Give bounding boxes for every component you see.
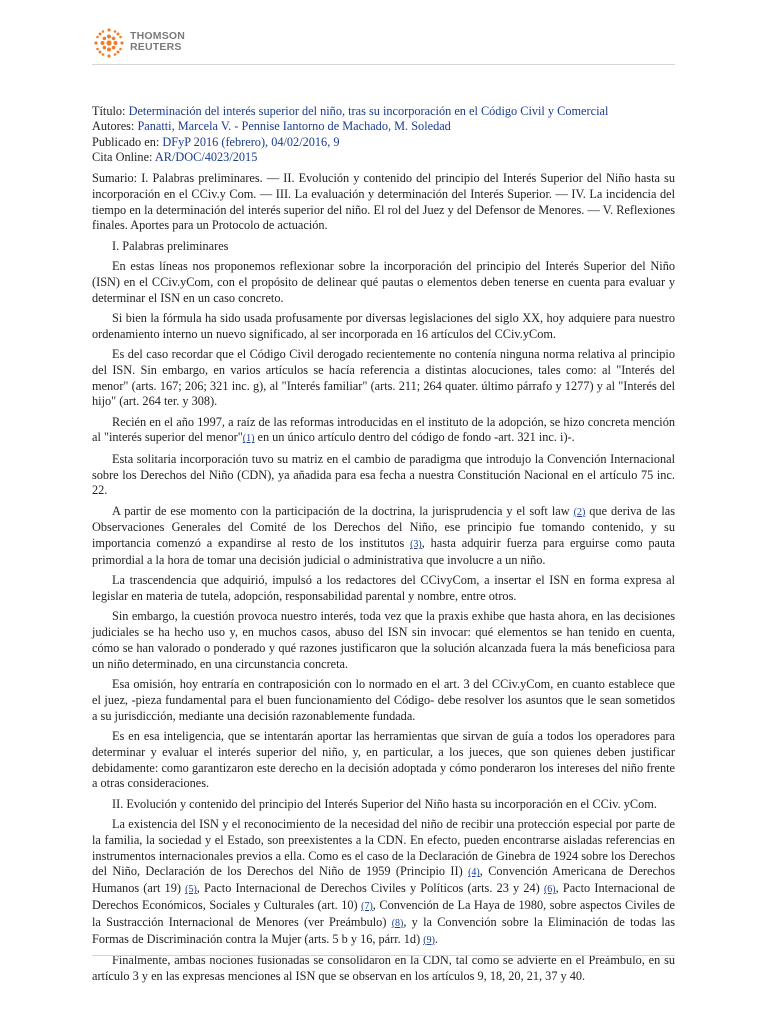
footnote-link-9[interactable]: (9) bbox=[423, 934, 435, 946]
title-link[interactable]: Determinación del interés superior del niño, tras su incorporación en el Código Civil y Comercial bbox=[128, 104, 609, 118]
published-row bbox=[92, 135, 682, 150]
footnote-link-7[interactable]: (7) bbox=[361, 900, 373, 912]
document-metadata bbox=[92, 104, 682, 166]
footnote-link-8[interactable]: (8) bbox=[391, 917, 404, 929]
brand-line-1: THOMSON bbox=[130, 30, 186, 42]
article-body bbox=[92, 171, 675, 989]
paragraph-text: , Convención Americana de Derechos Humanos (art 19) bbox=[92, 864, 676, 896]
published-link[interactable]: DFyP 2016 (febrero), 04/02/2016, 9 bbox=[162, 134, 340, 149]
footnote-link-3[interactable]: (3) bbox=[410, 539, 422, 551]
authors-link[interactable]: Panatti, Marcela V. - Pennise Iantorno de Machado, M. Soledad bbox=[137, 119, 451, 134]
paragraph: Sin embargo, la cuestión provoca nuestro interés, toda vez que la praxis exhibe que hasta ahora, en las decisiones judiciales se ha hecho uso y, en muchos casos, abuso del ISN sin invocar: qué elementos se han tenido en cuenta, cómo se han valorado o ponderado y qué razones justificaron que la solución alcanzada fuera la más beneficiosa para un niño determinado, en una circunstancia concreta. bbox=[92, 609, 675, 671]
paragraph-text: Recién en el año 1997, a raíz de las reformas introducidas en el instituto de la adopción, se hizo concreta mención al "interés superior del menor" bbox=[92, 414, 675, 445]
paragraph: La trascendencia que adquirió, impulsó a los redactores del CCivyCom, a insertar el ISN en forma expresa al legislar en materia de tutela, adopción, responsabilidad parental y nombre, entre otros. bbox=[92, 573, 675, 604]
title-row bbox=[92, 104, 682, 119]
paragraph: Es del caso recordar que el Código Civil derogado recientemente no contenía ninguna norma relativa al principio del ISN. Sin embargo, en varios artículos se hacía referencia a distintas alocuciones, tales como: al "Interés del menor" (arts. 167; 206; 321 inc. g), al "Interés familiar" (arts. 211; 264 quater. último párrafo y 1277) y al "Interés del hijo" (art. 264 ter. y 308). bbox=[92, 346, 675, 409]
section-heading-1: I. Palabras preliminares bbox=[112, 238, 229, 253]
paragraph-text: en un único artículo dentro del código de fondo -art. 321 inc. i)-. bbox=[254, 430, 575, 445]
footer-divider bbox=[92, 955, 675, 956]
paragraph: Si bien la fórmula ha sido usada profusamente por diversas legislaciones del siglo XX, hoy adquiere para nuestro ordenamiento interno un nuevo significado, al ser incorporada en 16 artículos del CCiv.yCom. bbox=[92, 310, 675, 341]
section-heading-2: II. Evolución y contenido del principio del Interés Superior del Niño hasta su incorporación en el CCiv. yCom. bbox=[112, 796, 657, 811]
citation-link[interactable]: AR/DOC/4023/2015 bbox=[154, 150, 258, 165]
paragraph: En estas líneas nos proponemos reflexionar sobre la incorporación del principio del Interés Superior del Niño (ISN) en el CCiv.yCom, con el propósito de delinear qué pautas o elementos deben tenerse en cuenta para evaluar y determinar el ISN en un caso concreto. bbox=[92, 258, 675, 305]
footnote-link-2[interactable]: (2) bbox=[573, 506, 586, 518]
paragraph: Esta solitaria incorporación tuvo su matriz en el cambio de paradigma que introdujo la Convención Internacional sobre los Derechos del Niño (CDN), ya añadida para esa fecha a nuestra Constitución Nacional en el artículo 75 inc. 22. bbox=[92, 451, 675, 498]
citation-label: Cita Online: bbox=[92, 150, 153, 165]
paragraph-text: , y la Convención sobre la Eliminación de todas las Formas de Discriminación contra la Mujer (arts. 5 b y 16, párr. 1d) bbox=[92, 914, 675, 946]
paragraph bbox=[92, 817, 675, 948]
thomson-reuters-logo-icon bbox=[92, 26, 126, 60]
title-label: Título: bbox=[92, 104, 126, 118]
footnote-link-4[interactable]: (4) bbox=[468, 867, 480, 879]
paragraph bbox=[92, 415, 675, 448]
authors-label: Autores: bbox=[92, 119, 135, 134]
footnote-link-6[interactable]: (6) bbox=[543, 884, 556, 896]
authors-row bbox=[92, 119, 682, 134]
paragraph-text: La existencia del ISN y el reconocimiento de la necesidad del niño de recibir una protección especial por parte de la familia, la sociedad y el Estado, son preexistentes a la CDN. En efecto, pueden encontrarse aisladas referencias en instrumentos internacionales previos a ella. Como es el caso de la Declaración de Ginebra de 1924 sobre los Derechos del Niño, Declaración de los Derechos del Niño de 1959 (Principio II) bbox=[92, 816, 675, 879]
thomson-reuters-logo bbox=[92, 26, 212, 60]
published-label: Publicado en: bbox=[92, 134, 160, 149]
paragraph-text: A partir de ese momento con la participación de la doctrina, la jurisprudencia y el soft law bbox=[112, 503, 574, 518]
header-divider bbox=[92, 64, 675, 65]
paragraph: Esa omisión, hoy entraría en contraposición con lo normado en el art. 3 del CCiv.yCom, en cuanto establece que el juez, -pieza fundamental para el buen funcionamiento del Código- debe resolver los asuntos que le sean sometidos a su jurisdicción, mediante una decisión razonablemente fundada. bbox=[92, 677, 675, 723]
brand-name bbox=[130, 31, 185, 53]
paragraph: Finalmente, ambas nociones fusionadas se consolidaron en la CDN, tal como se advierte en el Preámbulo, en su artículo 3 y en las expresas menciones al ISN que se observan en los artículos 9, 18, 20, 21, 37 y 40. bbox=[92, 952, 675, 983]
paragraph-text: . bbox=[434, 931, 438, 946]
paragraph-text: , Pacto Internacional de Derechos Económicos, Sociales y Culturales (art. 10) bbox=[92, 881, 675, 912]
citation-row bbox=[92, 150, 682, 165]
summary-paragraph: Sumario: I. Palabras preliminares. — II. Evolución y contenido del principio del Interés Superior del Niño hasta su incorporación en el CCiv.y Com. — III. La evaluación y determinación del Interés Superior. — IV. La incidencia del tiempo en la determinación del interés superior del niño. El rol del Juez y del Defensor de Menores. — V. Reflexiones finales. Aportes para un Protocolo de actuación. bbox=[92, 171, 675, 233]
paragraph-text: , Convención de La Haya de 1980, sobre aspectos Civiles de la Sustracción Internacional de Menores (ver Preámbulo) bbox=[92, 897, 675, 929]
paragraph bbox=[92, 504, 675, 569]
footnote-link-5[interactable]: (5) bbox=[185, 884, 197, 896]
brand-line-2: REUTERS bbox=[130, 41, 182, 53]
paragraph-text: , hasta adquirir fuerza para erguirse como pauta primordial a la hora de tomar una decisión judicial o administrativa que involucre a un niño. bbox=[92, 536, 675, 568]
paragraph-text: que deriva de las Observaciones Generales del Comité de los Derechos del Niño, ese principio fue tomando contenido, y su importancia comenzó a expandirse al resto de los institutos bbox=[92, 503, 676, 551]
paragraph: Es en esa inteligencia, que se intentarán aportar las herramientas que sirvan de guía a todos los operadores para determinar y evaluar el interés superior del niño, y, en particular, a los jueces, que son quienes deben justificar debidamente: como garantizaron este derecho en la decisión adoptada y cómo ponderaron los intereses del niño frente a otras consideraciones. bbox=[92, 729, 675, 791]
footnote-link-1[interactable]: (1) bbox=[242, 433, 255, 445]
paragraph-text: , Pacto Internacional de Derechos Civiles y Políticos (arts. 23 y 24) bbox=[196, 881, 544, 896]
